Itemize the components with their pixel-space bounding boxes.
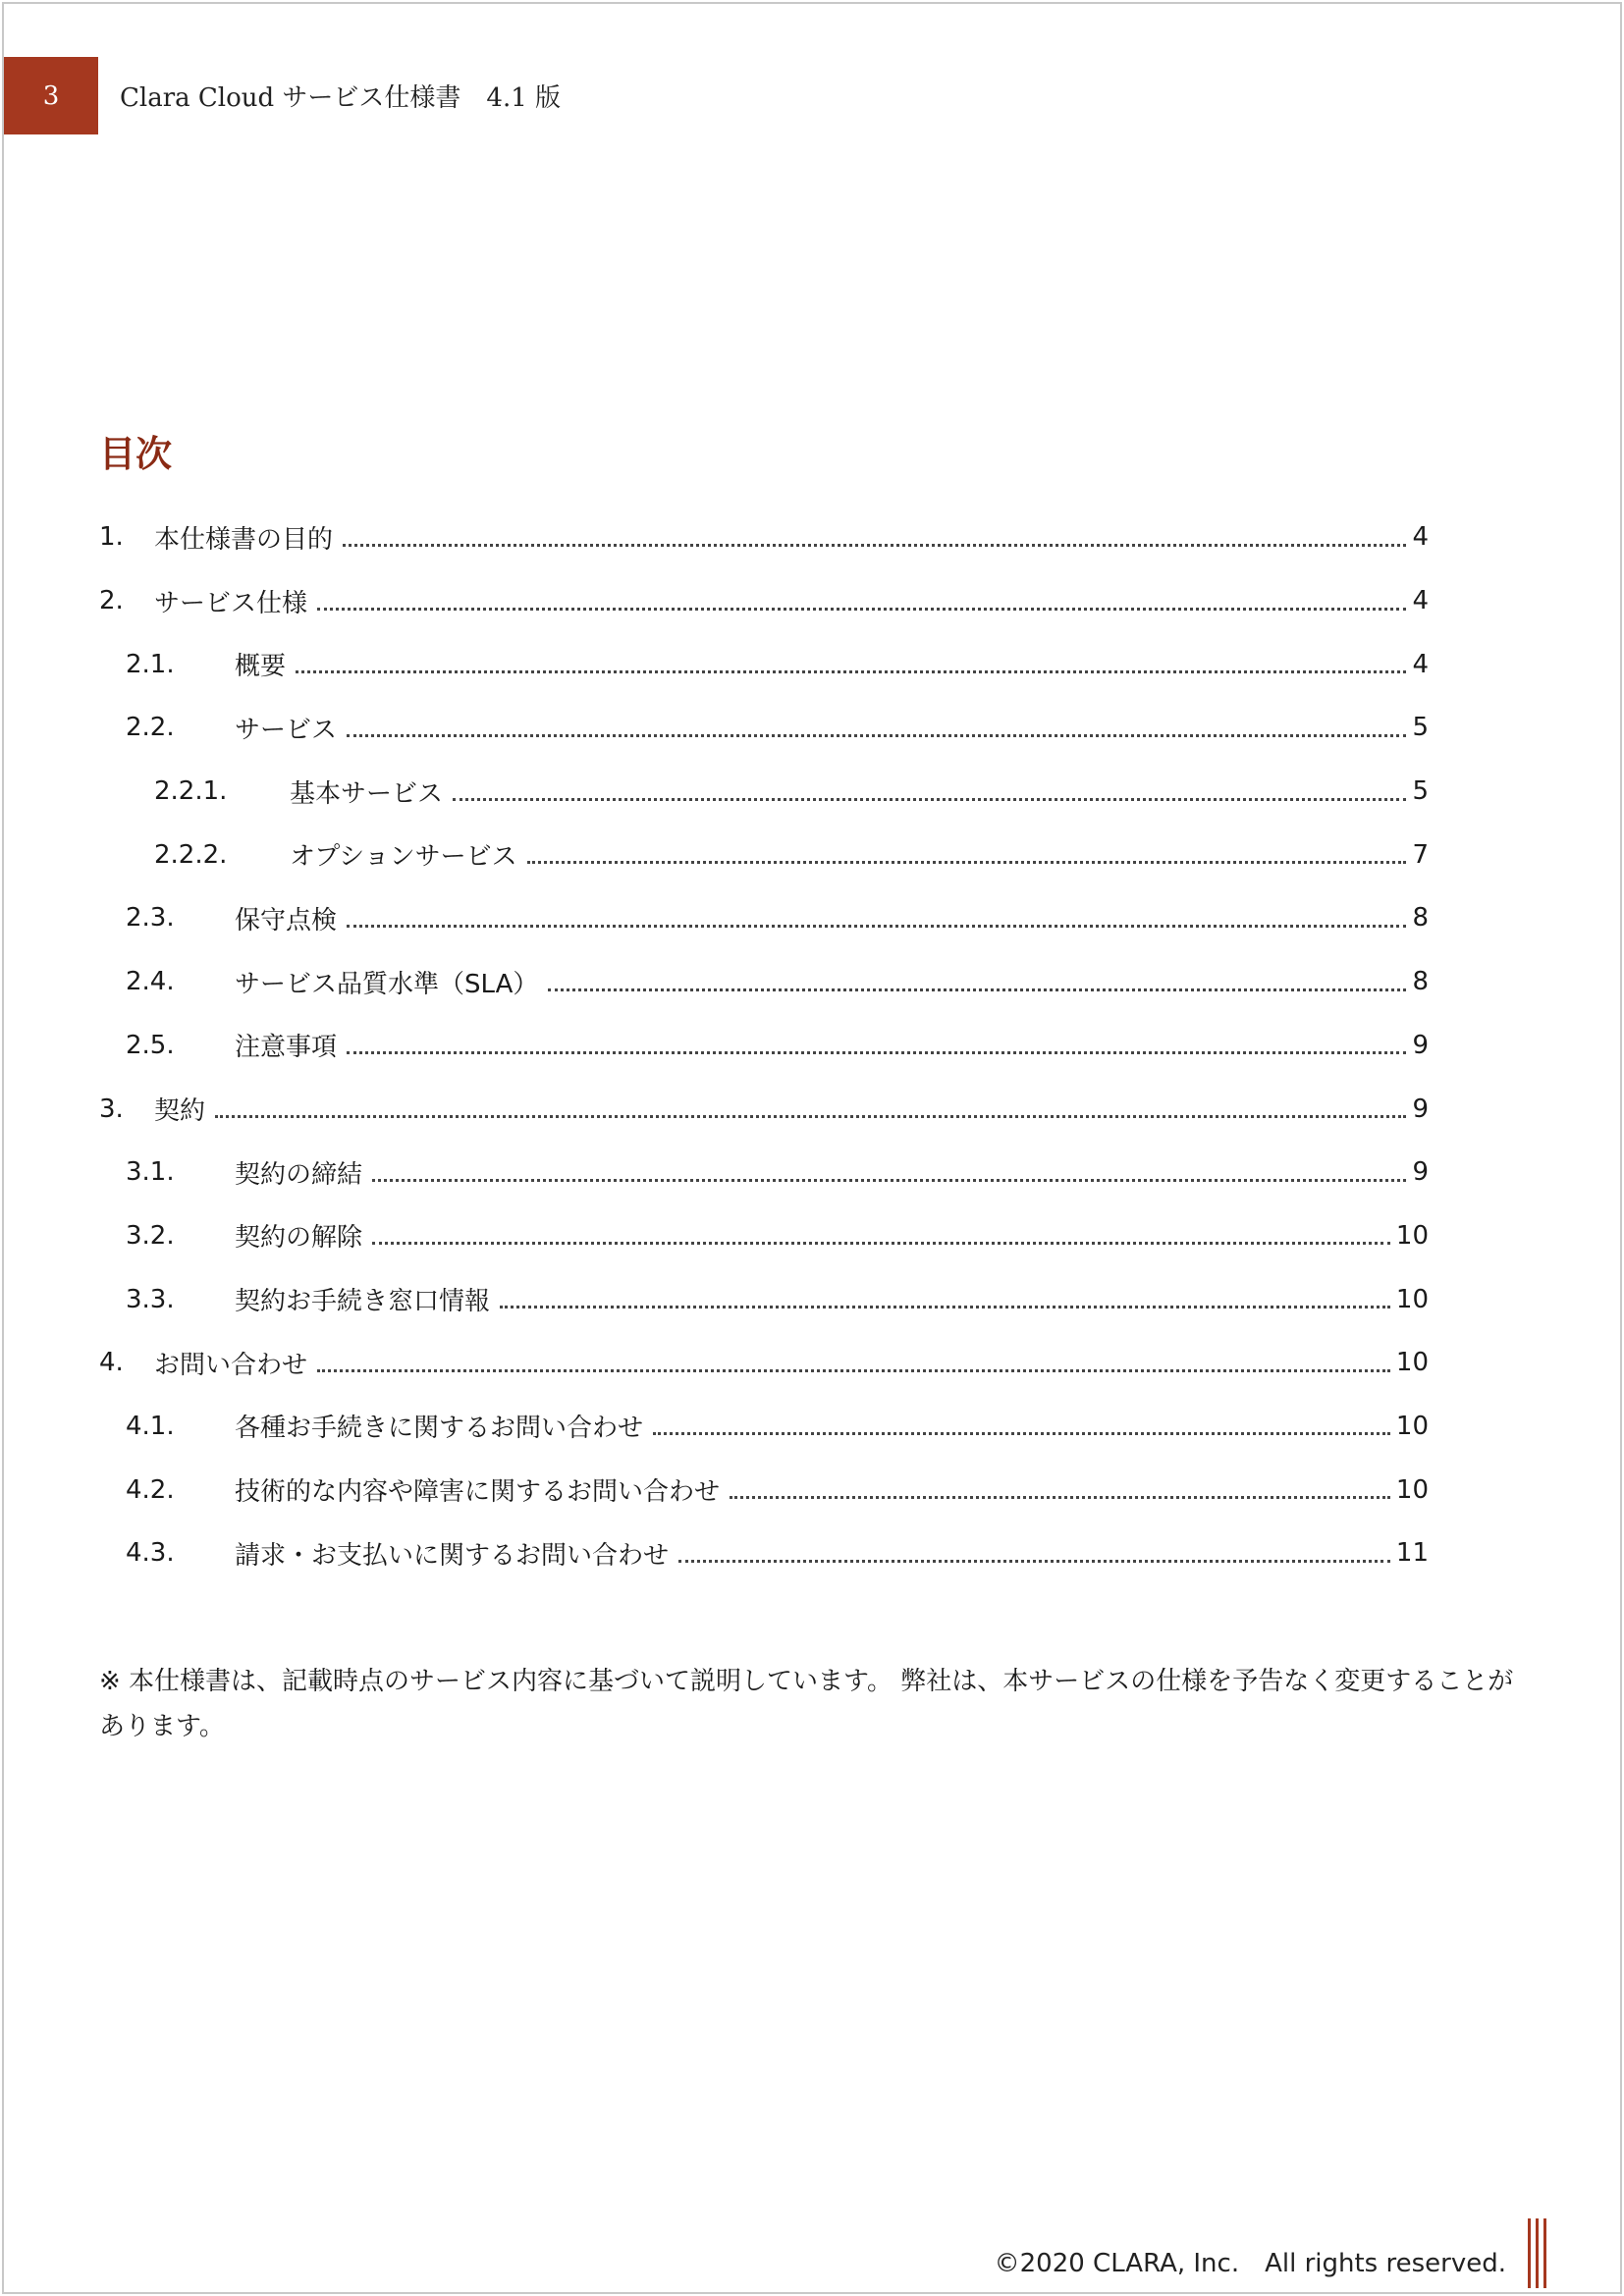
toc-entry[interactable]: [99, 1522, 1429, 1585]
copyright-footer: ©2020 CLARA, Inc. All rights reserved.: [994, 2249, 1506, 2278]
decoration-bar: [1536, 2218, 1539, 2288]
toc-entry-title: 本仕様書の目的: [154, 524, 334, 555]
footer-decoration-bars: [1528, 2218, 1547, 2288]
toc-entry[interactable]: [99, 823, 1429, 886]
toc-entry-number: 3.2.: [126, 1220, 175, 1251]
toc-entry-title: 契約お手続き窓口情報: [235, 1287, 491, 1317]
toc-entry-page: 5: [1412, 776, 1429, 807]
toc-heading: 目次: [99, 433, 172, 475]
toc-entry-page: 11: [1395, 1538, 1429, 1569]
toc-entry-title: 技術的な内容や障害に関するお問い合わせ: [235, 1477, 721, 1508]
toc-entry-title: 契約の解除: [235, 1223, 363, 1254]
toc-entry-page: 7: [1412, 839, 1429, 870]
document-title: Clara Cloud サービス仕様書 4.1 版: [120, 83, 562, 113]
toc-dot-leader: [730, 1496, 1390, 1499]
toc-entry-page: 10: [1395, 1284, 1429, 1314]
toc-entry-number: 2.2.: [126, 713, 175, 743]
toc-entry-page: 8: [1412, 967, 1429, 997]
table-of-contents: [99, 506, 1429, 1585]
toc-entry-title: サービス: [235, 715, 338, 745]
toc-entry-number: 3.1.: [126, 1157, 175, 1188]
toc-dot-leader: [347, 1051, 1406, 1054]
toc-entry-title: 契約の締結: [235, 1159, 363, 1190]
toc-entry-number: 2.5.: [126, 1030, 175, 1060]
toc-entry[interactable]: [99, 1395, 1429, 1459]
toc-dot-leader: [453, 798, 1406, 801]
toc-entry-number: 4.1.: [126, 1411, 175, 1441]
toc-dot-leader: [527, 861, 1407, 864]
toc-dot-leader: [678, 1560, 1390, 1563]
decoration-bar: [1543, 2218, 1546, 2288]
toc-entry[interactable]: [99, 1458, 1429, 1522]
toc-dot-leader: [343, 544, 1406, 547]
toc-entry[interactable]: [99, 506, 1429, 569]
toc-entry-number: 2.3.: [126, 903, 175, 934]
page-number: 3: [42, 80, 60, 111]
toc-entry-title: 各種お手続きに関するお問い合わせ: [235, 1414, 644, 1444]
toc-entry[interactable]: [99, 569, 1429, 633]
toc-dot-leader: [296, 670, 1406, 673]
page-header: [4, 57, 561, 134]
toc-dot-leader: [215, 1115, 1406, 1118]
toc-entry-title: オプションサービス: [290, 842, 517, 873]
toc-entry-number: 4.3.: [126, 1538, 175, 1569]
toc-entry-page: 5: [1412, 713, 1429, 743]
toc-dot-leader: [317, 608, 1406, 611]
toc-entry-title: サービス仕様: [154, 588, 308, 618]
toc-entry[interactable]: [99, 1267, 1429, 1331]
toc-entry[interactable]: [99, 1141, 1429, 1204]
toc-entry-page: 9: [1412, 1157, 1429, 1188]
toc-entry-title: 契約: [154, 1096, 206, 1127]
toc-dot-leader: [548, 988, 1406, 991]
toc-entry-title: お問い合わせ: [154, 1350, 308, 1380]
toc-entry-page: 10: [1395, 1220, 1429, 1251]
decoration-bar: [1528, 2218, 1531, 2288]
page-number-badge: [4, 57, 98, 134]
toc-entry-number: 2.1.: [126, 649, 175, 679]
toc-entry-number: 2.4.: [126, 967, 175, 997]
toc-entry-title: 概要: [235, 652, 287, 682]
toc-entry-page: 4: [1412, 522, 1429, 553]
toc-dot-leader: [372, 1242, 1390, 1245]
toc-entry[interactable]: [99, 1077, 1429, 1141]
toc-entry[interactable]: [99, 886, 1429, 950]
toc-dot-leader: [347, 734, 1406, 737]
toc-entry[interactable]: [99, 950, 1429, 1014]
toc-entry[interactable]: [99, 760, 1429, 824]
toc-entry-page: 10: [1395, 1474, 1429, 1505]
toc-dot-leader: [347, 925, 1406, 928]
toc-entry[interactable]: [99, 632, 1429, 696]
disclaimer-note: ※ 本仕様書は、記載時点のサービス内容に基づいて説明しています。 弊社は、本サービスの仕様を予告なく変更することがあります。: [99, 1667, 1514, 1741]
toc-entry-title: 注意事項: [235, 1033, 338, 1063]
toc-entry-title: 保守点検: [235, 905, 338, 935]
toc-entry-page: 10: [1395, 1411, 1429, 1441]
toc-entry-page: 4: [1412, 586, 1429, 616]
toc-entry-page: 10: [1395, 1348, 1429, 1378]
toc-dot-leader: [653, 1432, 1390, 1435]
toc-entry-page: 9: [1412, 1030, 1429, 1060]
toc-entry[interactable]: [99, 1204, 1429, 1268]
toc-entry-number: 4.: [99, 1348, 124, 1378]
toc-entry[interactable]: [99, 1331, 1429, 1395]
toc-entry-page: 9: [1412, 1094, 1429, 1124]
toc-entry-page: 8: [1412, 903, 1429, 934]
toc-entry-number: 1.: [99, 522, 124, 553]
toc-dot-leader: [372, 1179, 1406, 1182]
toc-entry-page: 4: [1412, 649, 1429, 679]
toc-entry-number: 2.: [99, 586, 124, 616]
toc-entry-number: 3.: [99, 1094, 124, 1124]
toc-entry-number: 2.2.1.: [154, 776, 228, 807]
toc-entry-title: 基本サービス: [290, 778, 444, 809]
toc-entry-title: 請求・お支払いに関するお問い合わせ: [235, 1540, 670, 1571]
toc-dot-leader: [500, 1306, 1390, 1308]
toc-entry[interactable]: [99, 696, 1429, 760]
toc-dot-leader: [317, 1369, 1390, 1372]
toc-entry-number: 4.2.: [126, 1474, 175, 1505]
toc-entry-number: 3.3.: [126, 1284, 175, 1314]
toc-entry-title: サービス品質水準（SLA）: [235, 969, 539, 999]
toc-entry-number: 2.2.2.: [154, 839, 228, 870]
toc-entry[interactable]: [99, 1014, 1429, 1078]
